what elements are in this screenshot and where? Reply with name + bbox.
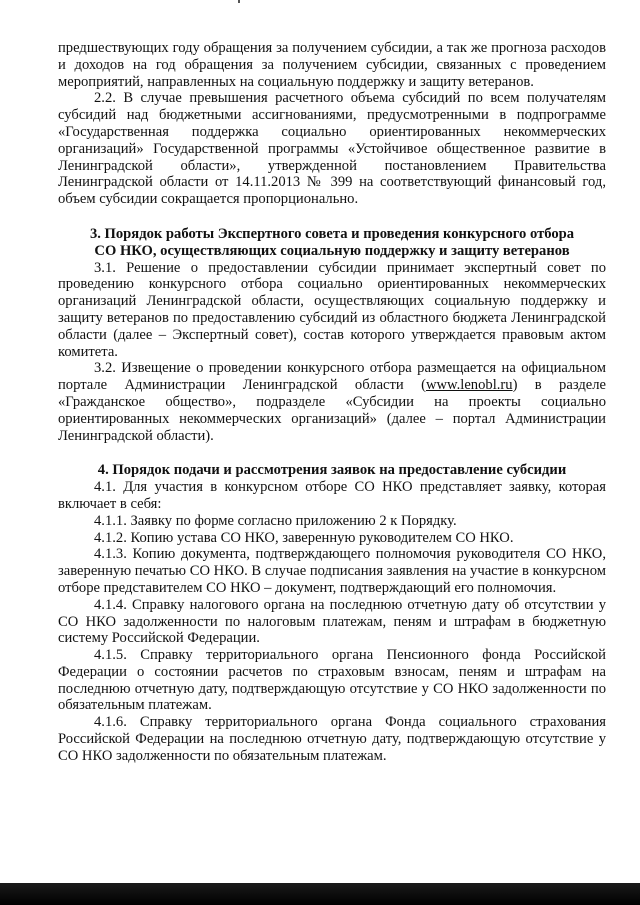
paragraph-continuation: предшествующих году обращения за получением субсидии, а так же прогноза расходов и доходов на год обращения за получением субсидии, связанных с проведением мероприятий, направленных на социальную поддержку и защиту ветеранов. [58, 40, 606, 90]
document-page [58, 40, 606, 765]
lenobl-portal-link[interactable]: www.lenobl.ru [425, 377, 513, 394]
section-4-title: 4. Порядок подачи и рассмотрения заявок на предоставление субсидии [97, 462, 567, 479]
paragraph-4-1-6: 4.1.6. Справку территориального органа Фонда социального страхования Российской Федерации на последнюю отчетную дату, подтверждающую отсутствие у СО НКО задолженности по обязательным платежам. [58, 714, 606, 764]
scan-bottom-edge [0, 883, 640, 905]
paragraph-4-1-3: 4.1.3. Копию документа, подтверждающего полномочия руководителя СО НКО, заверенную печатью СО НКО. В случае подписания заявления на участие в конкурсном отборе представителем СО НКО – документ, подтверждающий его полномочия. [58, 546, 606, 596]
paragraph-4-1-1: 4.1.1. Заявку по форме согласно приложению 2 к Порядку. [94, 512, 457, 529]
paragraph-3-1: 3.1. Решение о предоставлении субсидии принимает экспертный совет по проведению конкурсного отбора социально ориентированных некоммерческих организаций Ленинградской области, осуществляющих социальную поддержку и защиту ветеранов по предоставлению субсидий из областного бюджета Ленинградской области (далее – Экспертный совет), состав которого утверждается правовым актом комитета. [58, 259, 606, 360]
section-3-title-line-2: СО НКО, осуществляющих социальную поддержку и защиту ветеранов [94, 242, 570, 259]
paragraph-4-1-4: 4.1.4. Справку налогового органа на последнюю отчетную дату об отсутствии у СО НКО задолженности по налоговым платежам, пеням и штрафам в бюджетную систему Российской Федерации. [58, 596, 606, 647]
paragraph-4-1-5: 4.1.5. Справку территориального органа Пенсионного фонда Российской Федерации о состоянии расчетов по страховым взносам, пеням и штрафам на последнюю отчетную дату, подтверждающую отсутствие у СО НКО задолженности по обязательным платежам. [58, 647, 606, 714]
paragraph-4-1-2: 4.1.2. Копию устава СО НКО, заверенную руководителем СО НКО. [94, 529, 514, 546]
paragraph-4-1: 4.1. Для участия в конкурсном отборе СО НКО представляет заявку, которая включает в себя: [58, 479, 606, 512]
scan-speck [238, 0, 240, 3]
paragraph-3-2-text-start: 3.2. Извещение о проведении конкурсного отбора размещается на официальном портале Администрации Ленинградской области ( [58, 360, 606, 394]
paragraph-2-2: 2.2. В случае превышения расчетного объема субсидий по всем получателям субсидий над бюджетными ассигнованиями, предусмотренными в подпрограмме «Государственная поддержка социально ориентированных некоммерческих организаций» Государственной программы «Устойчивое общественное развитие в Ленинградской области», утвержденной постановлением Правительства Ленинградской области от 14.11.2013 № 399 на соответствующий финансовый год, объем субсидии сокращается пропорционально. [58, 90, 606, 208]
section-3-title-line-1: 3. Порядок работы Экспертного совета и проведения конкурсного отбора [89, 225, 575, 242]
paragraph-3-2 [58, 360, 606, 444]
paragraph-3-2-text-end: ) в разделе «Гражданское общество», подразделе «Субсидии на проекты социально ориентированных некоммерческих организаций» (далее – портал Администрации Ленинградской области). [58, 377, 606, 444]
section-3-heading [58, 226, 606, 260]
